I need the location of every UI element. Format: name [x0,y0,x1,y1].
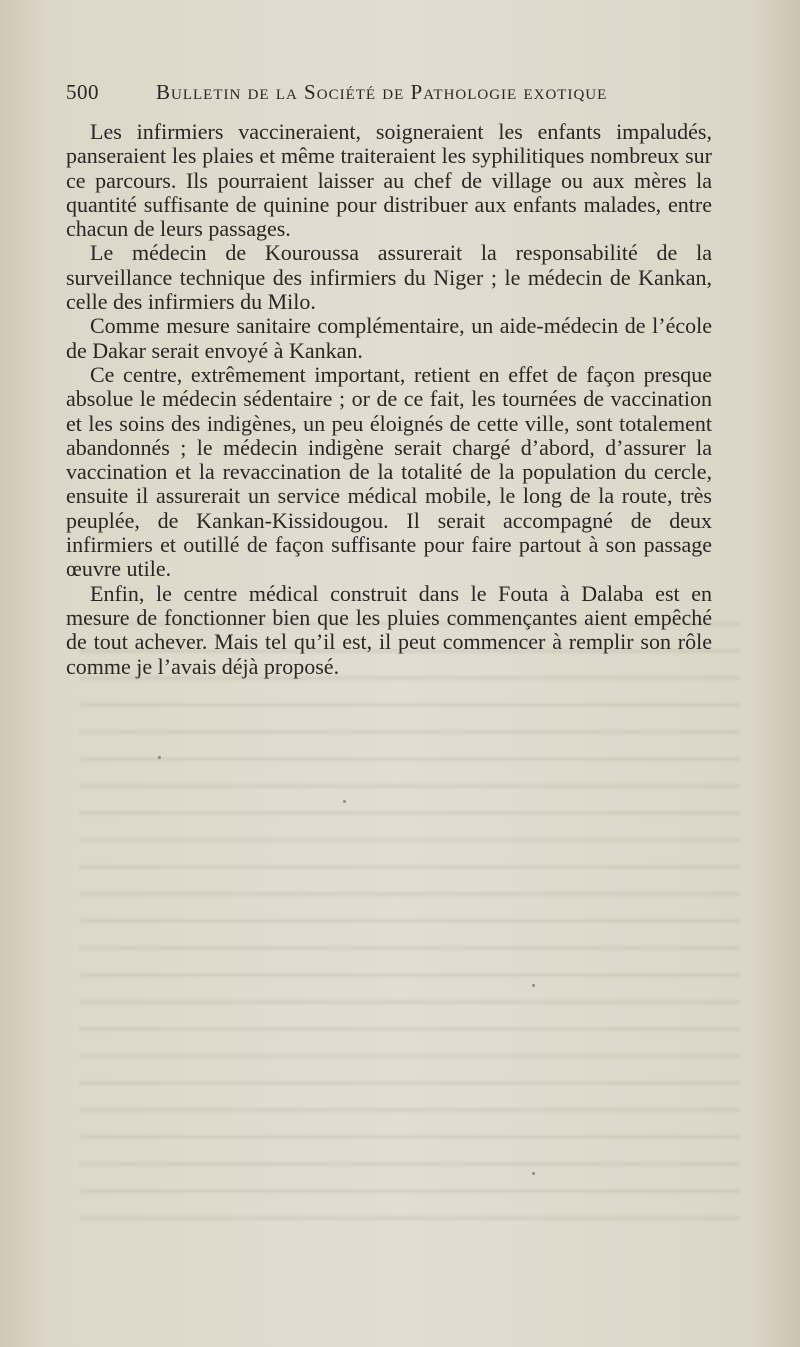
page-header [66,80,626,110]
paper-speck [158,756,161,759]
paper-speck [532,984,535,987]
running-title: Bulletin de la Société de Pathologie exotique [156,80,608,104]
page-number: 500 [66,80,99,104]
paragraph: Enfin, le centre médical construit dans le Fouta à Dalaba est en mesure de fonctionner bien que les pluies commençantes aient empêché de tout achever. Mais tel qu’il est, il peut commencer à remplir son rôle comme je l’avais déjà proposé. [66,580,712,679]
paragraph: Le médecin de Kouroussa assurerait la responsabilité de la surveillance technique des infirmiers du Niger ; le médecin de Kankan, celle des infirmiers du Milo. [66,240,712,315]
paper-speck [343,800,346,803]
body-text [66,120,712,679]
paragraph: Ce centre, extrêmement important, retient en effet de façon presque absolue le médecin sédentaire ; or de ce fait, les tournées de vaccination et les soins des indigènes, un peu éloignés de cette ville, sont totalement abandonnés ; le médecin indigène serait chargé d’abord, d’assurer la vaccination et la revaccination de la totalité de la population du cercle, ensuite il assurerait un service médical mobile, le long de la route, très peuplée, de Kankan-Kissidougou. Il serait accompagné de deux infirmiers et outillé de façon suffisante pour faire partout à son passage œuvre utile. [66,361,712,582]
paper-speck [532,1172,535,1175]
bleed-through-texture [80,600,740,1220]
paragraph: Les infirmiers vaccineraient, soigneraient les enfants impaludés, panseraient les plaies et même traiteraient les syphilitiques nombreux sur ce parcours. Ils pourraient laisser au chef de village ou aux mères la quantité suffisante de quinine pour distribuer aux enfants malades, entre chacun de leurs passages. [66,119,712,242]
paragraph: Comme mesure sanitaire complémentaire, un aide-médecin de l’école de Dakar serait envoyé à Kankan. [66,313,712,363]
